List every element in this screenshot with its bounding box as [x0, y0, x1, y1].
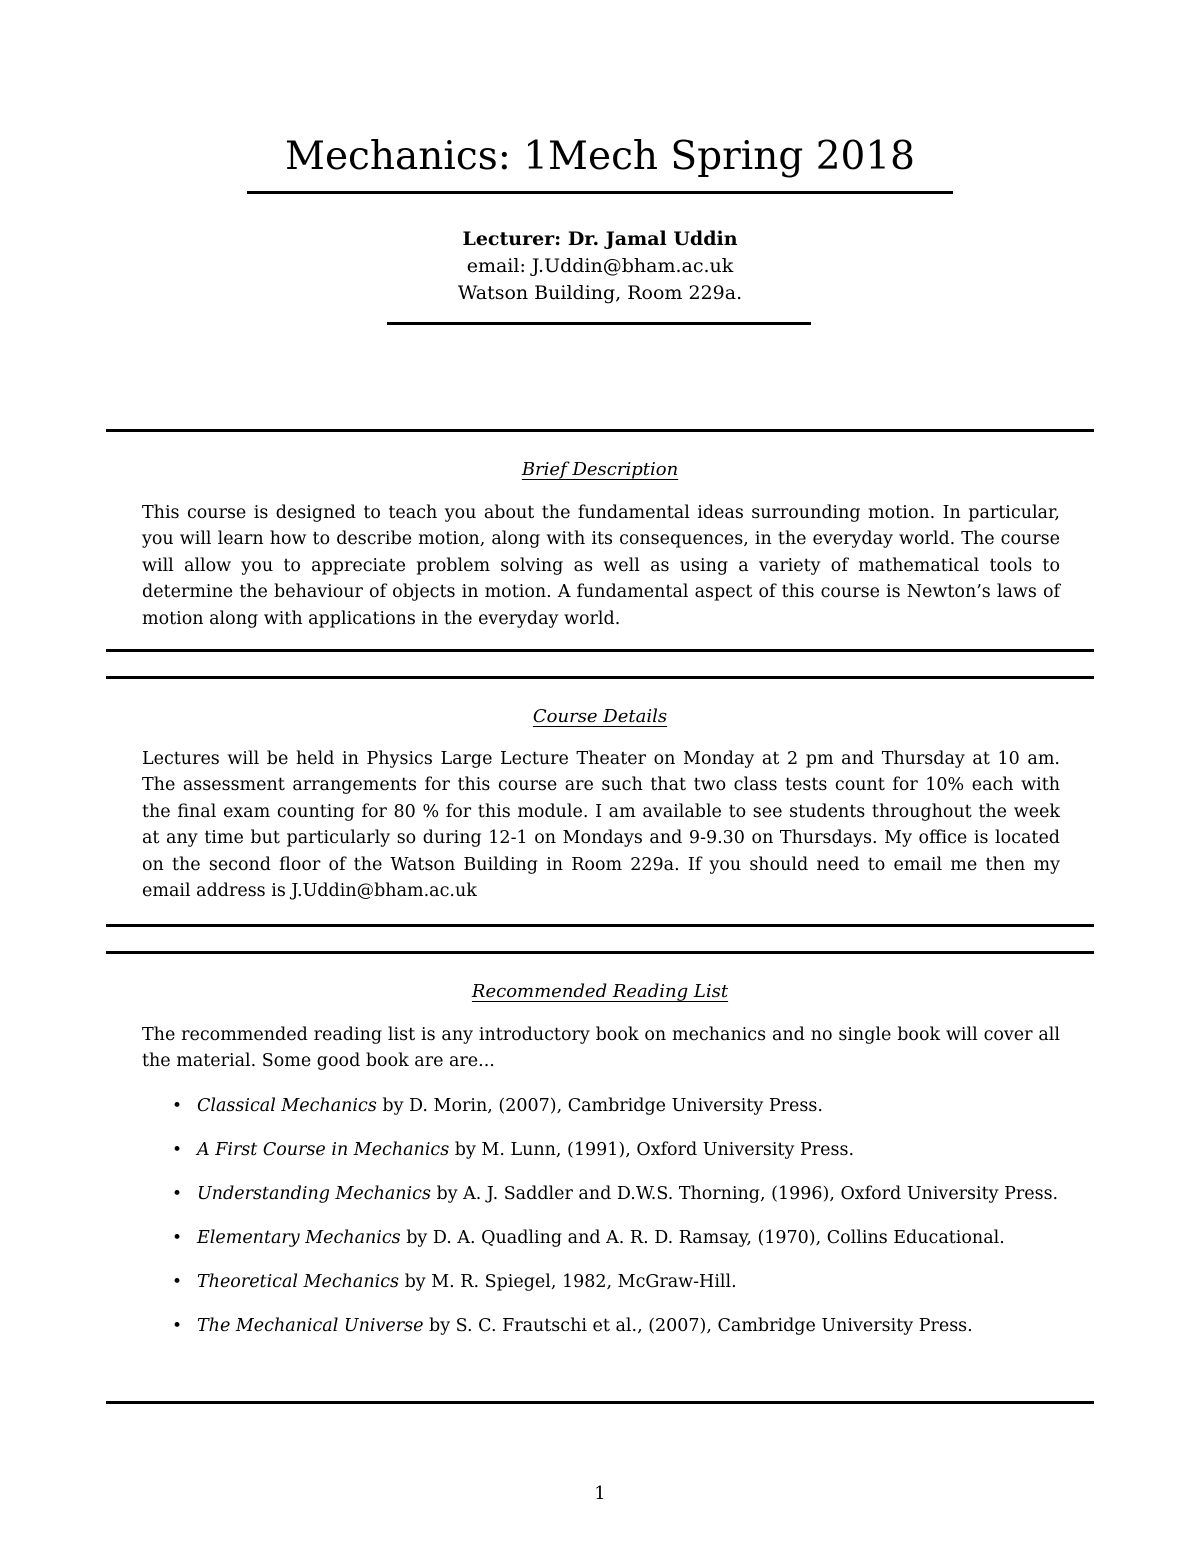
lecturer-office: Watson Building, Room 229a. [457, 282, 743, 304]
details-body: Lectures will be held in Physics Large Lecture Theater on Monday at 2 pm and Thursday at 10 am. The assessment arrangements for this course are such that two class tests count for 10% each with the final exam counting for 80 % for this module. I am available to see students throughout the week at any time but particularly so during 12-1 on Mondays and 9-9.30 on Thursdays. My office is located on the second floor of the Watson Building in Room 229a. If you should need to email me then my email address is J.Uddin@bham.ac.uk [142, 749, 1060, 902]
book-title: A First Course in Mechanics [197, 1139, 450, 1160]
details-heading [0, 704, 1200, 730]
book-title: The Mechanical Universe [197, 1315, 424, 1336]
details-bottom-rule [106, 924, 1094, 927]
book-details: by A. J. Saddler and D.W.S. Thorning, (1996), Oxford University Press. [430, 1183, 1059, 1204]
book-title: Understanding Mechanics [197, 1183, 431, 1204]
bullet-icon: • [172, 1227, 183, 1248]
page-number: 1 [594, 1483, 606, 1504]
bullet-icon: • [172, 1139, 183, 1160]
brief-heading [0, 457, 1200, 483]
brief-top-rule [106, 429, 1094, 432]
page-title: Mechanics: 1Mech Spring 2018 [285, 134, 915, 179]
book-list [142, 1093, 1060, 1356]
reading-heading-text: Recommended Reading List [471, 981, 729, 1002]
bullet-icon: • [172, 1271, 183, 1292]
list-item [142, 1313, 1060, 1339]
bullet-icon: • [172, 1096, 183, 1116]
lecturer-name: Lecturer: Dr. Jamal Uddin [462, 228, 738, 250]
reading-intro: The recommended reading list is any introductory book on mechanics and no single book will cover all the material. Some good book are are... [142, 1025, 1060, 1072]
list-item [142, 1269, 1060, 1295]
reading-top-rule [106, 951, 1094, 954]
book-title: Classical Mechanics [197, 1096, 377, 1116]
bullet-icon: • [172, 1315, 183, 1336]
list-item [142, 1181, 1060, 1207]
book-details: by M. R. Spiegel, 1982, McGraw-Hill. [399, 1271, 737, 1292]
reading-bottom-rule [106, 1401, 1094, 1404]
brief-bottom-rule [106, 649, 1094, 652]
brief-body: This course is designed to teach you about the fundamental ideas surrounding motion. In particular, you will learn how to describe motion, along with its consequences, in the everyday world. The course will allow you to appreciate problem solving as well as using a variety of mathematical tools to determine the behaviour of objects in motion. A fundamental aspect of this course is Newton’s laws of motion along with applications in the everyday world. [142, 503, 1060, 629]
details-top-rule [106, 676, 1094, 679]
lecturer-email: email: J.Uddin@bham.ac.uk [466, 255, 734, 277]
list-item [142, 1137, 1060, 1163]
list-item [142, 1093, 1060, 1119]
bullet-icon: • [172, 1183, 183, 1204]
brief-heading-text: Brief Description [521, 459, 679, 480]
details-heading-text: Course Details [532, 706, 668, 727]
book-details: by D. Morin, (2007), Cambridge University Press. [376, 1096, 823, 1116]
book-title: Elementary Mechanics [197, 1227, 401, 1248]
book-details: by D. A. Quadling and A. R. D. Ramsay, (1970), Collins Educational. [400, 1227, 1005, 1248]
title-rule [247, 191, 953, 194]
book-details: by S. C. Frautschi et al., (2007), Cambridge University Press. [423, 1315, 973, 1336]
book-details: by M. Lunn, (1991), Oxford University Press. [449, 1139, 855, 1160]
book-title: Theoretical Mechanics [197, 1271, 400, 1292]
lecturer-rule [387, 322, 811, 325]
list-item [142, 1225, 1060, 1251]
reading-heading [0, 979, 1200, 1005]
